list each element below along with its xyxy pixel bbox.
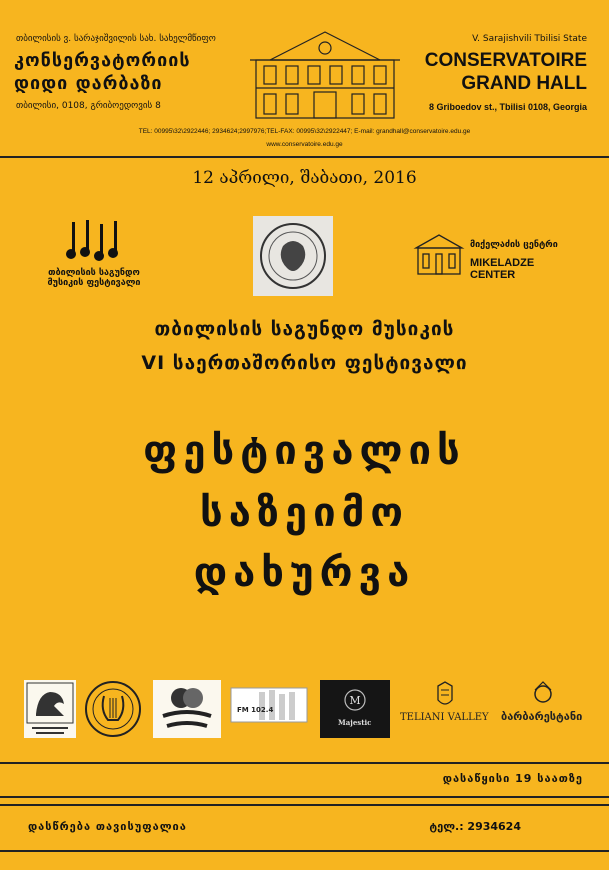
subtitle-line-2: VI საერთაშორისო ფესტივალი bbox=[141, 352, 468, 374]
header-right-small: V. Sarajishvili Tbilisi State bbox=[472, 34, 587, 44]
start-time: დასაწყისი 19 საათზე bbox=[442, 772, 583, 785]
title-line-1: ფესტივალის bbox=[143, 428, 466, 474]
sponsor-lyre-emblem bbox=[82, 680, 144, 738]
header bbox=[0, 0, 609, 158]
majestic-label: Majestic bbox=[338, 718, 372, 727]
sponsor-radio-logo bbox=[229, 680, 309, 738]
header-left-title-1: კონსერვატორიის bbox=[14, 50, 191, 71]
mikeladze-text-en: MIKELADZE CENTER bbox=[470, 257, 535, 281]
majestic-m-icon bbox=[320, 680, 390, 738]
fm-label: FM 102.4 bbox=[237, 706, 274, 714]
building-illustration bbox=[250, 26, 400, 122]
choral-festival-logo bbox=[38, 218, 150, 296]
sponsor-barbarestan-logo bbox=[497, 680, 589, 738]
seal-icon bbox=[253, 216, 333, 296]
event-date: 12 აპრილი, შაბათი, 2016 bbox=[192, 168, 417, 188]
sponsor-majestic-logo bbox=[320, 680, 390, 738]
mask-icon bbox=[153, 680, 221, 738]
mikeladze-center-logo bbox=[412, 232, 582, 281]
emblem-icon bbox=[497, 680, 589, 710]
header-right-address: 8 Griboedov st., Tbilisi 0108, Georgia bbox=[428, 102, 587, 112]
building-icon bbox=[412, 232, 466, 276]
header-left-address: თბილისი, 0108, გრიბოედოვის 8 bbox=[16, 101, 161, 111]
start-time-bar bbox=[0, 762, 609, 798]
teliani-label: TELIANI VALLEY bbox=[400, 712, 489, 723]
music-notes-icon bbox=[64, 218, 124, 262]
header-left-small: თბილისის ვ. სარაჯიშვილის სახ. სახელმწიფო bbox=[16, 34, 216, 44]
sponsor-lion-logo bbox=[24, 680, 76, 738]
mikeladze-text-ka: მიქელაძის ცენტრი bbox=[470, 240, 558, 250]
lion-icon bbox=[24, 680, 76, 738]
contact-line: TEL: 00995\32\2922446; 2934624;2997976;TEL-FAX: 00995\32\2922447; E-mail: grandhall@conservatoire.edu.ge bbox=[138, 128, 471, 135]
free-entry: დასწრება თავისუფალია bbox=[28, 820, 187, 833]
sponsor-theatre-logo bbox=[153, 680, 221, 738]
sponsor-teliani-logo bbox=[400, 680, 490, 738]
choral-logo-text-1: თბილისის საგუნდო bbox=[48, 268, 140, 278]
header-right-title-1: CONSERVATOIRE bbox=[424, 50, 587, 71]
header-left-title-2: დიდი დარბაზი bbox=[14, 73, 163, 94]
subtitle-line-1: თბილისის საგუნდო მუსიკის bbox=[154, 318, 455, 340]
choral-logo-text-2: მუსიკის ფესტივალი bbox=[47, 278, 141, 288]
seal-logo bbox=[253, 216, 333, 296]
title-line-2: საზეიმო bbox=[200, 490, 409, 536]
header-right-title-2: GRAND HALL bbox=[461, 73, 587, 94]
footer-bar bbox=[0, 804, 609, 852]
phone-number: ტელ.: 2934624 bbox=[429, 820, 521, 833]
lyre-icon bbox=[82, 680, 144, 738]
title-line-3: დახურვა bbox=[193, 550, 416, 596]
svg-text:M: M bbox=[349, 694, 361, 707]
crest-icon bbox=[400, 680, 490, 714]
website-link[interactable]: www.conservatoire.edu.ge bbox=[266, 141, 343, 148]
barbarestan-label: ბარბარესტანი bbox=[501, 710, 583, 723]
